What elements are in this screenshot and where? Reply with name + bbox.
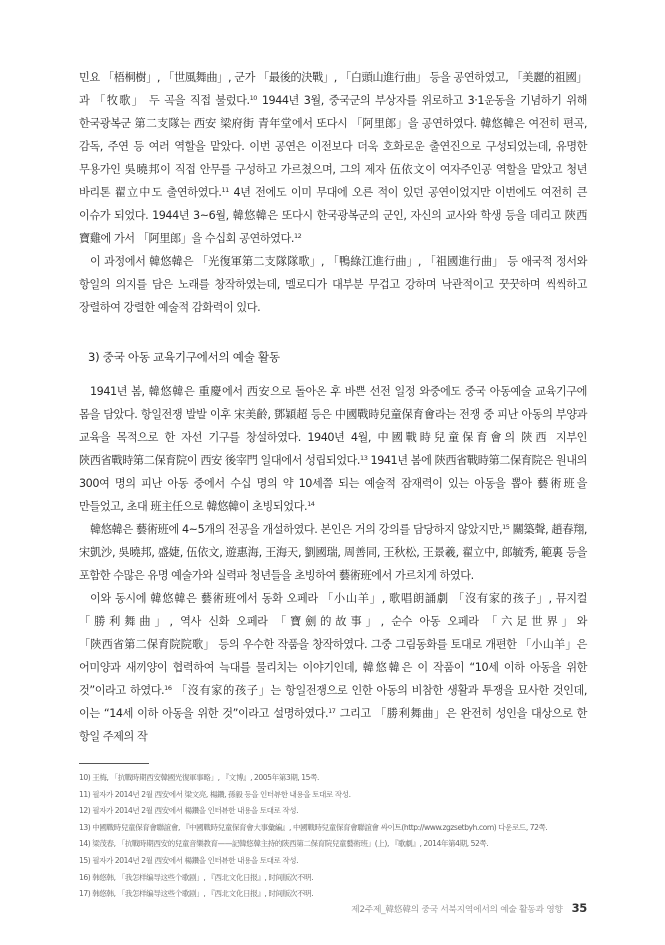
section-heading: 3) 중국 아동 교육기구에서의 예술 활동: [88, 350, 280, 364]
paragraph-3: [79, 380, 587, 518]
text-block-upper: [79, 66, 587, 319]
footnote-ref: 10: [249, 94, 257, 102]
paragraph-5: [79, 587, 587, 748]
footnote: 10) 王梅, 「抗戰時期西安韓國光復軍事略」, 『文博』, 2005年第3期, 15쪽.: [79, 773, 319, 782]
footnote: 12) 필자가 2014년 2월 西安에서 楊鑽을 인터뷰한 내용을 토대로 작성.: [79, 806, 299, 816]
text-run: 1941년 봄, 韓悠韓은 重慶에서 西安으로 돌아온 후 바쁜 선전 일정 와중에도 중국 아동예술 교육기구에 몸을 담았다. 항일전쟁 발발 이후 宋美齡, 鄧穎超 등은 中國戰時兒童保育會라는 전쟁 중 피난 아동의 부양과 교육을 목적으로 한 자선 기구를 창설하였다. 1940년 4월, 中國戰時兒童保育會의 陝西 지부인 陝西省戰時第二保育院이 西安 後宰門 일대에서 성립되었다.: [79, 385, 587, 467]
footnote: 14) 梁茂春, 「抗戰時期西安的兒童音樂教育——記韓悠韓主持的陝西第二保育院兒童藝術班」(上), 『歌劇』, 2014年第4期, 52쪽.: [79, 839, 489, 849]
page-number: 35: [571, 901, 587, 915]
paragraph-4: [79, 518, 587, 587]
footnote: 13) 中國戰時兒童保育會聯誼會, 『中國戰時兒童保育會大事彙編』, 中國戰時兒童保育會聯誼會 싸이트(http://www.zgzsetbyh.com) 다운로드, 72쪽.: [79, 822, 548, 832]
text-run: 「沒有家的孩子」는 항일전쟁으로 인한 아동의 비참한 생활과 투쟁을 묘사한 것인데, 이는 “14세 이하 아동을 위한 것”이라고 설명하였다.: [79, 684, 587, 720]
text-run: 민요 「梧桐樹」, 「世風舞曲」, 군가 「最後的決戰」, 「白頭山進行曲」 등을 공연하였고, 「美麗的祖國」과 「牧歌」 두 곡을 직접 불렀다.: [79, 71, 587, 107]
footnote-ref: 14: [307, 500, 315, 508]
footnote-ref: 13: [360, 454, 368, 462]
running-title: 제2주제_韓悠韓의 중국 서북지역에서의 예술 활동과 영향: [351, 905, 563, 915]
footnote-divider: [79, 763, 149, 764]
text-run: 韓悠韓은 藝術班에 4~5개의 전공을 개설하였다. 본인은 거의 강의를 담당하지 않았지만,: [90, 523, 503, 536]
text-run: 4년 전에도 이미 무대에 오른 적이 있던 공연이었지만 이번에도 여전히 큰 이슈가 되었다. 1944년 3~6월, 韓悠韓은 또다시 한국광복군의 군인, 자신의 교사와 학생 등을 데리고 陝西 寶雞에 가서 「阿里郎」을 수십회 공연하였다.: [79, 186, 587, 245]
footnote: 15) 필자가 2014년 2월 西安에서 楊鑽을 인터뷰한 내용을 토대로 작성.: [79, 855, 299, 865]
text-run: 1941년 봄에 陝西省戰時第二保育院은 원내의 300여 명의 피난 아동 중에서 수십 명의 약 10세쯤 되는 예술적 잠재력이 있는 아동을 뽑아 藝術班을 만들었고, 초대 班主任으로 韓悠韓이 초빙되었다.: [79, 454, 587, 513]
footnote-ref: 16: [164, 684, 172, 692]
footnote: 11) 필자가 2014년 2월 西安에서 梁文亮, 楊鑽, 孫毅 등을 인터뷰한 내용을 토대로 작성.: [79, 789, 351, 799]
text-run: 그리고 「勝利舞曲」은 완전히 성인을 대상으로 한 항일 주제의 작: [79, 707, 587, 743]
paragraph-1: [79, 66, 587, 250]
footnote-ref: 17: [328, 707, 336, 715]
footnote: 16) 韩悠韩, 「我怎样编导这些个歌剧」, 『西北文化日报』, 时间版次不明.: [79, 872, 314, 882]
text-run: 1944년 3월, 중국군의 부상자를 위로하고 3·1운동을 기념하기 위해 한국광복군 第二支隊는 西安 梁府街 青年堂에서 또다시 「阿里郎」을 공연하였다. 韓悠韓은 여전히 편곡, 감독, 주연 등 여러 역할을 맡았다. 이번 공연은 이전보다 더욱 호화로운 출연진으로 구성되었는데, 유명한 무용가인 吳曉邦이 직접 안무를 구성하고 가르쳤으며, 그의 제자 伍依文이 여자주인공 역할을 맡았고 청년 바리톤 翟立中도 출연하였다.: [79, 94, 588, 199]
footnote-ref: 15: [502, 523, 510, 531]
text-run: 이와 동시에 韓悠韓은 藝術班에서 동화 오페라 「小山羊」, 歌唱朗誦劇 「沒有家的孩子」, 뮤지컬 「勝利舞曲」, 역사 신화 오페라 「寶劍的故事」, 순수 아동 오페라 「六足世界」와 「陝西省第二保育院院歌」 등의 우수한 작품을 창작하였다. 그중 그림동화를 토대로 개편한 「小山羊」은 어미양과 새끼양이 협력하여 늑대를 물리치는 이야기인데, 韓悠韓은 이 작품이 “10세 이하 아동을 위한 것”이라고 하였다.: [79, 592, 587, 697]
footnote-ref: 11: [221, 186, 229, 194]
footnote: 17) 韩悠韩, 「我怎样编导这些个歌剧」, 『西北文化日报』, 时间版次不明.: [79, 889, 314, 899]
footnote-ref: 12: [293, 232, 302, 240]
text-run: 關築聲, 趙春翔, 宋凱沙, 吳曉邦, 盛婕, 伍依文, 遊惠海, 王海天, 劉國瑞, 周善同, 王秋松, 王景羲, 翟立中, 郎毓秀, 範裏 등을 포함한 수많은 유명 예술가와 실력파 청년들을 초빙하여 藝術班에서 가르치게 하였다.: [79, 523, 587, 582]
footnotes: [79, 770, 587, 903]
text-block-lower: [79, 380, 587, 748]
paragraph-2: 이 과정에서 韓悠韓은 「光復軍第二支隊隊歌」, 「鴨綠江進行曲」, 「祖國進行曲」 등 애국적 정서와 항일의 의지를 담은 노래를 창작하였는데, 멜로디가 대부분 무겁고 강하며 낙관적이고 꿋꿋하며 씩씩하고 장렬하여 강렬한 예술적 감화력이 있다.: [79, 255, 587, 314]
page-footer: [300, 901, 587, 915]
